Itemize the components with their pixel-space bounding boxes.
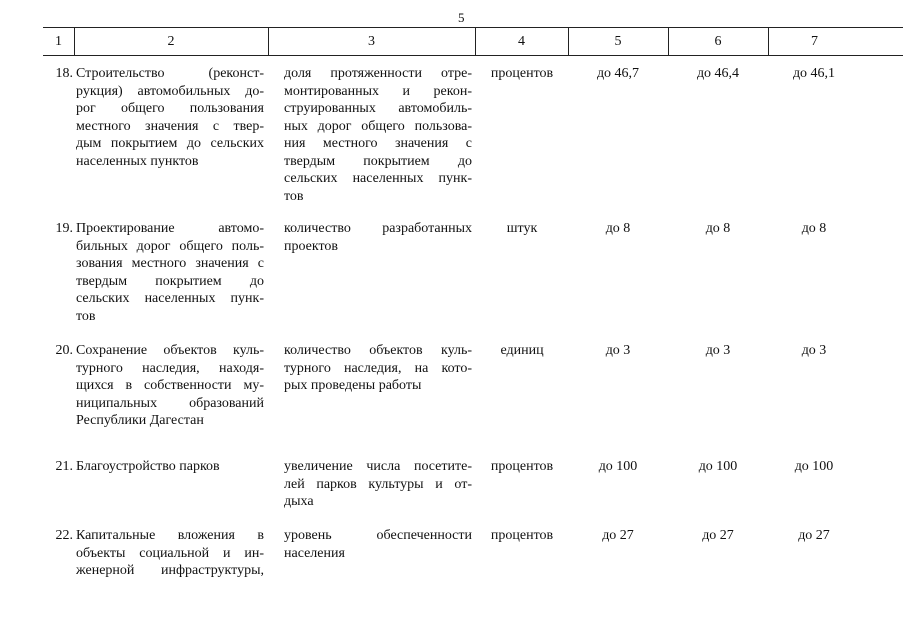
value-col-6: до 46,4: [696, 66, 740, 81]
text-line: дым покрытием до сельских: [76, 136, 264, 151]
text-line: объекты социальной и ин-: [76, 545, 264, 561]
event-name: [76, 527, 264, 580]
text-line: Благоустройство парков: [76, 459, 220, 474]
text-line: ния местного значения с: [284, 136, 472, 151]
text-line: населенных пунктов: [76, 153, 199, 169]
unit: штук: [506, 221, 538, 236]
value-col-5: до 8: [605, 221, 631, 236]
event-name: [76, 220, 264, 325]
unit: единиц: [500, 343, 544, 358]
text-line: рых проведены работы: [284, 378, 422, 393]
row-number: 19.: [55, 221, 73, 236]
text-line: сельских населенных пунк-: [76, 291, 264, 306]
text-line: Строительство (реконст-: [76, 66, 264, 81]
value-col-7: до 8: [801, 221, 827, 236]
text-line: уровень обеспеченности: [284, 528, 472, 543]
table-header: [43, 27, 903, 56]
text-line: женерной инфраструктуры,: [76, 563, 264, 578]
indicator-name: [284, 65, 472, 205]
value-col-7: до 27: [798, 528, 830, 543]
page-number: 5: [458, 10, 465, 25]
text-line: рукция) автомобильных до-: [76, 83, 264, 99]
header-col-2: 2: [167, 34, 175, 49]
text-line: Сохранение объектов куль-: [76, 343, 264, 358]
text-line: турного наследия, на кото-: [284, 360, 472, 376]
text-line: увеличение числа посетите-: [284, 459, 472, 474]
row-number: 21.: [55, 459, 73, 474]
text-line: Республики Дагестан: [76, 413, 204, 428]
text-line: дыха: [284, 494, 314, 509]
text-line: твердым покрытием до: [284, 153, 472, 169]
text-line: проектов: [284, 238, 339, 254]
row-number: 18.: [55, 66, 73, 81]
value-col-5: до 100: [598, 459, 638, 474]
text-line: бильных дорог общего поль-: [76, 238, 264, 254]
text-line: сельских населенных пунк-: [284, 171, 472, 186]
text-line: монтированных и рекон-: [284, 83, 472, 99]
event-name: [76, 458, 264, 476]
text-line: доля протяженности отре-: [284, 66, 472, 81]
row-number: 20.: [55, 343, 73, 358]
text-line: Капитальные вложения в: [76, 528, 264, 543]
value-col-6: до 8: [705, 221, 731, 236]
text-line: зования местного значения с: [76, 256, 264, 271]
value-col-7: до 100: [794, 459, 834, 474]
text-line: местного значения с твер-: [76, 118, 264, 134]
value-col-5: до 46,7: [596, 66, 640, 81]
header-col-6: 6: [714, 34, 722, 49]
text-line: рог общего пользования: [76, 101, 264, 116]
indicator-name: [284, 220, 472, 255]
unit: процентов: [490, 66, 554, 81]
indicator-name: [284, 527, 472, 562]
unit: процентов: [490, 528, 554, 543]
text-line: количество разработанных: [284, 221, 472, 236]
event-name: [76, 65, 264, 170]
header-col-4: 4: [518, 34, 525, 49]
text-line: твердым покрытием до: [76, 273, 264, 289]
text-line: населения: [284, 545, 345, 561]
text-line: тов: [284, 188, 304, 204]
header-col-1: 1: [55, 34, 62, 49]
unit: процентов: [490, 459, 554, 474]
indicator-name: [284, 342, 472, 395]
indicator-name: [284, 458, 472, 511]
value-col-7: до 46,1: [792, 66, 836, 81]
value-col-7: до 3: [801, 343, 827, 358]
value-col-5: до 27: [602, 528, 634, 543]
header-col-3: 3: [368, 34, 375, 49]
text-line: ных дорог общего пользова-: [284, 118, 472, 134]
text-line: количество объектов куль-: [284, 343, 472, 358]
value-col-6: до 3: [705, 343, 731, 358]
value-col-6: до 100: [698, 459, 738, 474]
text-line: ниципальных образований: [76, 395, 264, 411]
header-col-7: 7: [811, 34, 818, 49]
header-col-5: 5: [614, 34, 622, 49]
value-col-6: до 27: [702, 528, 734, 543]
text-line: турного наследия, находя-: [76, 360, 264, 376]
text-line: струированных автомобиль-: [284, 101, 472, 116]
text-line: Проектирование автомо-: [76, 221, 264, 236]
text-line: лей парков культуры и от-: [284, 476, 472, 492]
event-name: [76, 342, 264, 430]
text-line: тов: [76, 308, 96, 324]
text-line: щихся в собственности му-: [76, 378, 264, 393]
value-col-5: до 3: [605, 343, 631, 358]
row-number: 22.: [55, 528, 73, 543]
